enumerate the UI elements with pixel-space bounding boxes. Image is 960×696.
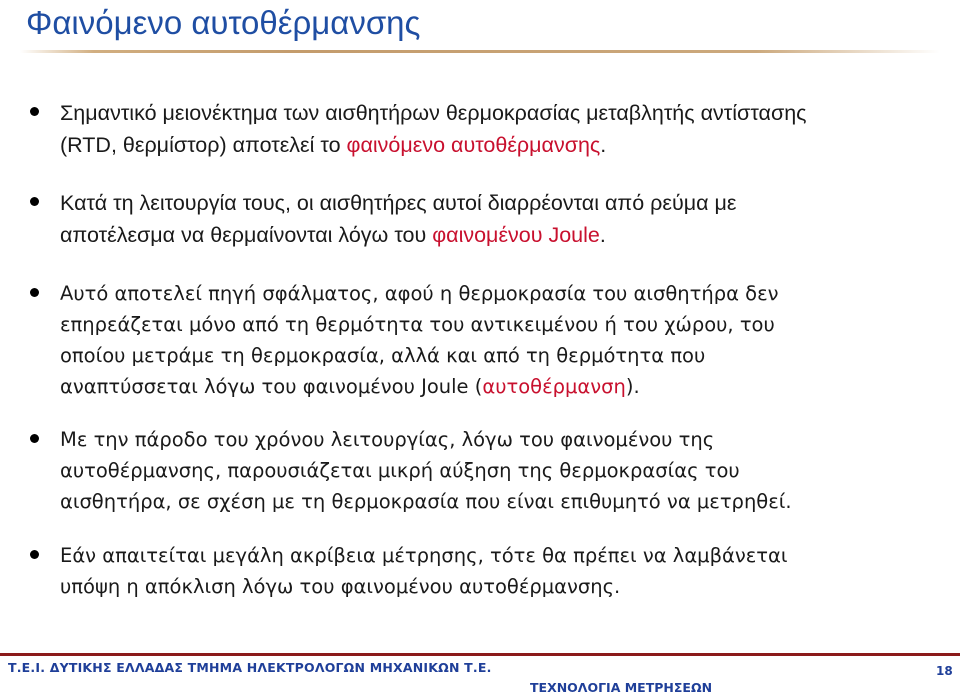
bullet-dot — [30, 197, 39, 206]
bullet-item-3 — [60, 278, 940, 402]
footer-course: ΤΕΧΝΟΛΟΓΙΑ ΜΕΤΡΗΣΕΩΝ — [530, 680, 713, 695]
bullet-dot — [30, 550, 39, 559]
bullet-line — [60, 219, 940, 251]
bullet-dot — [30, 434, 39, 443]
highlight-term: αυτοθέρμανση — [482, 375, 626, 398]
bullet-dot — [30, 288, 39, 297]
bullet-item-2 — [60, 187, 940, 251]
title-divider — [20, 50, 940, 53]
text-run: . — [600, 133, 607, 157]
highlight-term: φαινόμενο αυτοθέρμανσης — [346, 133, 601, 157]
text-run: . — [599, 223, 606, 247]
page-number: 18 — [936, 664, 953, 678]
bullet-line: Κατά τη λειτουργία τους, οι αισθητήρες αυτοί διαρρέονται από ρεύμα με — [60, 191, 737, 215]
footer-institution: Τ.Ε.Ι. ΔΥΤΙΚΗΣ ΕΛΛΑΔΑΣ ΤΜΗΜΑ ΗΛΕΚΤΡΟΛΟΓΩΝ ΜΗΧΑΝΙΚΩΝ Τ.Ε. — [8, 660, 492, 675]
bullet-line: Σημαντικό μειονέκτημα των αισθητήρων θερμοκρασίας μεταβλητής αντίστασης — [60, 101, 807, 125]
bullet-dot — [30, 107, 39, 116]
bullet-line: οποίου μετράμε τη θερμοκρασία, αλλά και από τη θερμότητα που — [60, 344, 706, 367]
text-run: αναπτύσσεται λόγω του φαινομένου Joule ( — [60, 375, 483, 398]
bullet-line: επηρεάζεται μόνο από τη θερμότητα του αντικειμένου ή του χώρου, του — [60, 313, 775, 336]
bullet-line: Εάν απαιτείται μεγάλη ακρίβεια μέτρησης, τότε θα πρέπει να λαμβάνεται — [60, 544, 788, 567]
bullet-line: αισθητήρα, σε σχέση με τη θερμοκρασία που είναι επιθυμητό να μετρηθεί. — [60, 490, 792, 513]
bullet-item-1 — [60, 97, 940, 161]
bullet-line: υπόψη η απόκλιση λόγω του φαινομένου αυτοθέρμανσης. — [60, 575, 621, 598]
bullet-line — [60, 371, 940, 402]
bullet-line: Αυτό αποτελεί πηγή σφάλματος, αφού η θερμοκρασία του αισθητήρα δεν — [60, 282, 779, 305]
highlight-term: φαινομένου Joule — [432, 223, 600, 247]
slide-title: Φαινόμενο αυτοθέρμανσης — [26, 4, 421, 41]
bullet-line: Με την πάροδο του χρόνου λειτουργίας, λόγω του φαινομένου της — [60, 428, 715, 451]
footer-divider — [0, 653, 960, 656]
text-run: (RTD, θερμίστορ) αποτελεί το — [60, 133, 347, 157]
text-run: ). — [625, 375, 640, 398]
bullet-item-4 — [60, 424, 940, 517]
bullet-line — [60, 129, 940, 161]
text-run: αποτέλεσμα να θερμαίνονται λόγω του — [60, 223, 433, 247]
bullet-line: αυτοθέρμανσης, παρουσιάζεται μικρή αύξηση της θερμοκρασίας του — [60, 459, 740, 482]
bullet-item-5 — [60, 540, 940, 602]
